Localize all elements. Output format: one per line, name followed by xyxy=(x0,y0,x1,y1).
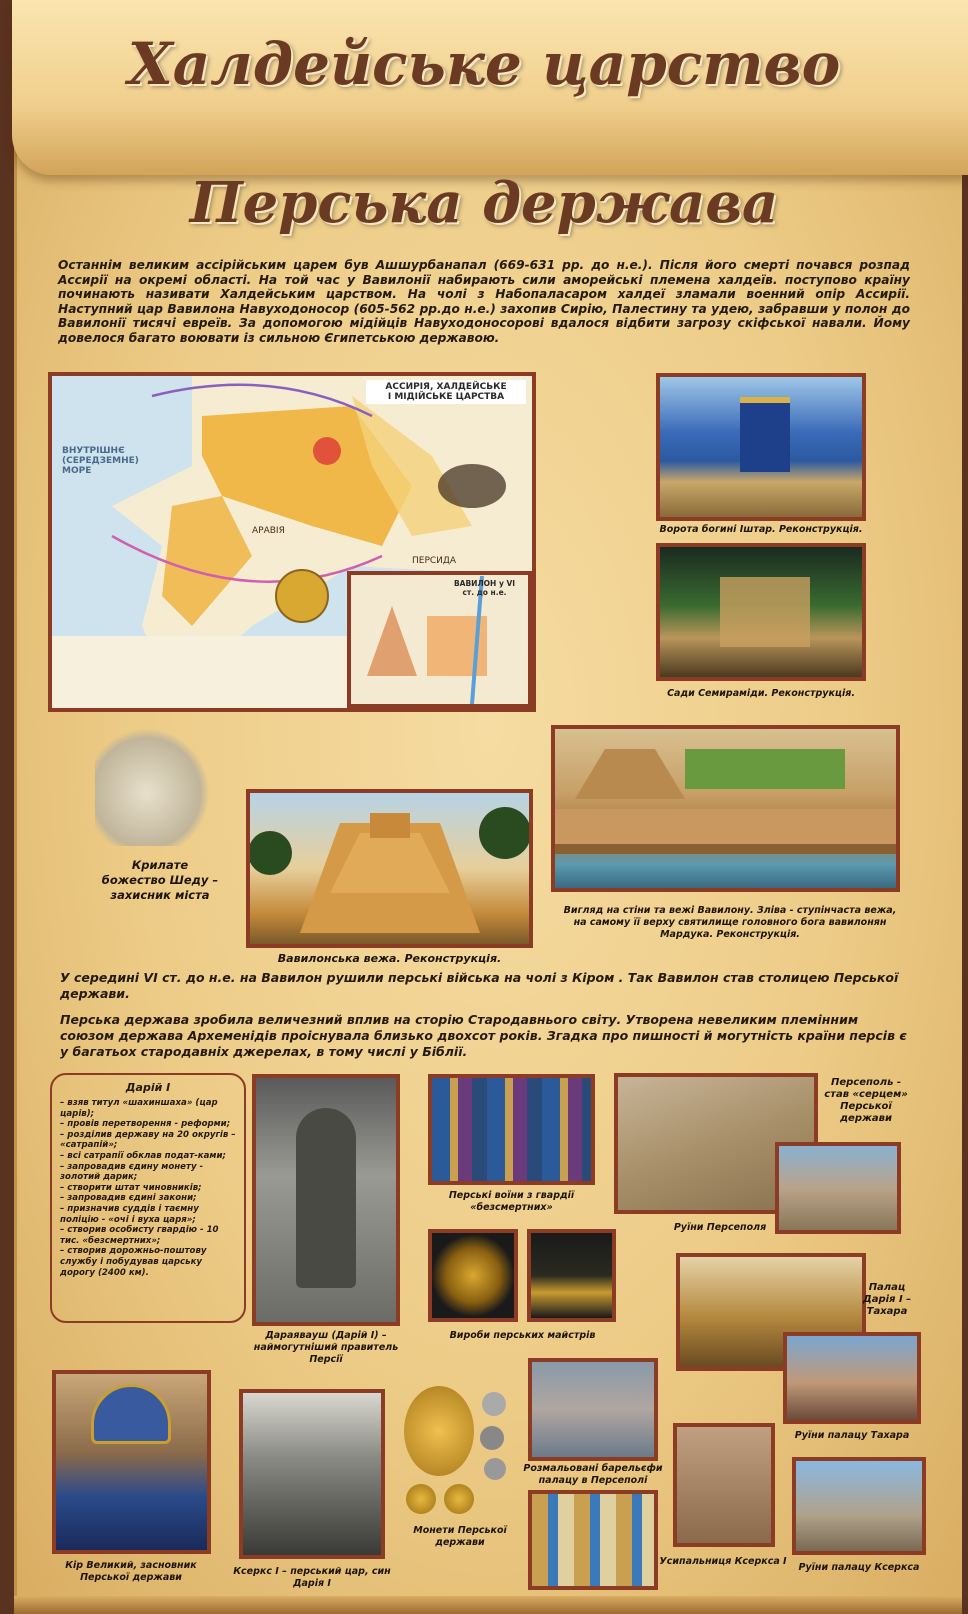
darius-relief-image xyxy=(252,1074,400,1326)
map-assyria-chaldea-media xyxy=(48,372,536,712)
darius-reforms-list xyxy=(60,1098,236,1278)
persian-guards-image xyxy=(428,1074,595,1185)
caption-persepolis-heart: Персеполь - став «серцем» Перської держави xyxy=(824,1077,908,1124)
darius-info-box xyxy=(50,1073,246,1323)
babylon-walls-image xyxy=(551,725,900,892)
list-item: – створив дорожньо-поштову службу і побудував царську дорогу (2400 км). xyxy=(60,1246,207,1278)
map-graphic xyxy=(52,376,532,708)
list-item: – призначив суддів і таємну поліцію - «очі і вуха царя»; xyxy=(60,1203,199,1225)
xerxes-tomb-image xyxy=(673,1423,775,1547)
caption-walls: Вигляд на стіни та вежі Вавилону. Зліва - ступінчаста вежа, на самому її верху святилище головного бога вавилонян Мардука. Реконструкція. xyxy=(563,905,897,940)
list-item: – створити штат чиновників; xyxy=(60,1182,202,1193)
caption-xerxes: Ксеркс І – перський цар, син Дарія І xyxy=(233,1566,391,1589)
map-sea-label: ВНУТРІШНЄ (СЕРЕДЗЕМНЕ) МОРЕ xyxy=(62,446,139,476)
xerxes-palace-ruins-image xyxy=(792,1457,926,1555)
map-title xyxy=(366,380,526,404)
silver-coin xyxy=(484,1458,506,1480)
map-title-line2: І МІДІЙСЬКЕ ЦАРСТВА xyxy=(387,392,505,402)
caption-tomb: Усипальниця Ксеркса І xyxy=(659,1556,787,1567)
ishtar-gate-image xyxy=(656,373,866,521)
xerxes-portrait-image xyxy=(239,1389,385,1559)
list-item: – всі сатрапії обклав подат-ками; xyxy=(60,1150,226,1161)
babylon-inset-title: ВАВИЛОН у VI ст. до н.е. xyxy=(453,579,516,597)
scroll-bottom-roll xyxy=(14,1596,962,1614)
list-item: – взяв титул «шахиншаха» (цар царів); xyxy=(60,1098,218,1119)
caption-ishtar: Ворота богині Іштар. Реконструкція. xyxy=(659,524,863,535)
gold-coin xyxy=(444,1484,474,1514)
gardens-terraces xyxy=(720,577,810,647)
list-item: – запровадив єдині закони; xyxy=(60,1193,197,1204)
intro-paragraph: Останнім великим ассірійським царем був Ашшурбанапал (669-631 рр. до н.е.). Після його смерті почався розпад Ассирії на окремі області. На той час у Вавилонії набирають сили аморейські племена халдеїв. поступово країну починають називати Халдейським царством. На чолі з Набопаласаром халдеї зламали военний опір Ассирії. Наступний цар Вавилона Навуходоносор (605-562 рр.до н.е.) захопив Сирію, Палестину та удею, забравши у полон до Вавилонії тисячі евреїв. За допомогою мідійців Навуходоносорові вдалося відбити загрозу скіфської навали. Йому довелося багато воювати із сильною Єгипетською державою. xyxy=(58,258,910,345)
middle-paragraph-2: Перська держава зробила величезний вплив на сторію Стародавнього світу. Утворена невеликим племінним союзом держава Археменідів проіснувала близько двохсот років. Згадка про пишності й могутність країни персів є у багатьох стародавніх джерелах, в тому числі у Біблії. xyxy=(60,1012,907,1059)
silver-coin xyxy=(482,1392,506,1416)
caption-coins: Монети Перської держави xyxy=(413,1525,507,1548)
map-arabia-label: АРАВІЯ xyxy=(252,526,285,536)
list-item: – розділив державу на 20 округів – «сатрапій»; xyxy=(60,1129,236,1151)
hanging-gardens-image xyxy=(656,543,866,681)
gold-coin xyxy=(406,1484,436,1514)
caption-guards: Перські воїни з гвардії «безсмертних» xyxy=(448,1190,575,1213)
gate-arch xyxy=(740,397,790,472)
middle-paragraph-1: У середині VI ст. до н.е. на Вавилон рушили перські війська на чолі з Кіром . Так Вавилон став столицею Перської держави. xyxy=(60,970,899,1001)
shedu-statue-image xyxy=(95,728,210,846)
painted-reliefs-top-image xyxy=(528,1358,658,1461)
caption-reliefs: Розмальовані барельєфи палацу в Персеполі xyxy=(523,1463,663,1486)
map-title-line1: АССИРІЯ, ХАЛДЕЙСЬКЕ xyxy=(385,382,507,392)
darius-box-title: Дарій І xyxy=(125,1081,171,1094)
caption-persepolis-ruins: Руїни Персеполя xyxy=(673,1222,767,1233)
caption-xerxes-ruins: Руїни палацу Ксеркса xyxy=(798,1562,920,1573)
walls-graphic xyxy=(555,729,896,888)
list-item: – запровадив єдину монету - золотий дарик; xyxy=(60,1161,204,1183)
list-item: – створив особисту гвардію - 10 тис. «безсмертних»; xyxy=(60,1225,219,1246)
caption-shedu: Крилате божество Шеду – захисник міста xyxy=(101,858,219,902)
caption-palace-darius: Палац Дарія І – Тахара xyxy=(862,1282,912,1317)
caption-tachara-ruins: Руїни палацу Тахара xyxy=(794,1430,910,1441)
persepolis-ruins-image xyxy=(775,1142,901,1234)
relief-figure xyxy=(296,1108,356,1288)
gold-jewelry-image xyxy=(428,1229,518,1322)
persian-coins-image xyxy=(404,1386,514,1518)
caption-crafts: Вироби перських майстрів xyxy=(449,1330,596,1341)
sub-title: Перська держава xyxy=(189,170,779,236)
map-persia-label: ПЕРСИДА xyxy=(412,556,457,566)
list-item: – провів перетворення - реформи; xyxy=(60,1119,231,1130)
golden-rhyton-image xyxy=(527,1229,616,1322)
painted-reliefs-bottom-image xyxy=(528,1490,658,1590)
caption-gardens: Сади Семираміди. Реконструкція. xyxy=(667,688,855,699)
cyrus-portrait-image xyxy=(52,1370,211,1554)
tachara-ruins-image xyxy=(783,1332,921,1424)
cyrus-helmet xyxy=(91,1384,171,1444)
babylon-tower-image xyxy=(246,789,533,948)
caption-darius-relief: Дараявауш (Дарій І) – наймогутніший правитель Персії xyxy=(253,1330,399,1365)
main-title: Халдейське царство xyxy=(127,30,841,98)
tower-graphic xyxy=(250,793,529,944)
caption-cyrus: Кір Великий, засновник Перської держави xyxy=(65,1560,197,1583)
caption-tower: Вавилонська вежа. Реконструкція. xyxy=(277,952,502,965)
gold-coin-large xyxy=(404,1386,474,1476)
silver-coin xyxy=(480,1426,504,1450)
